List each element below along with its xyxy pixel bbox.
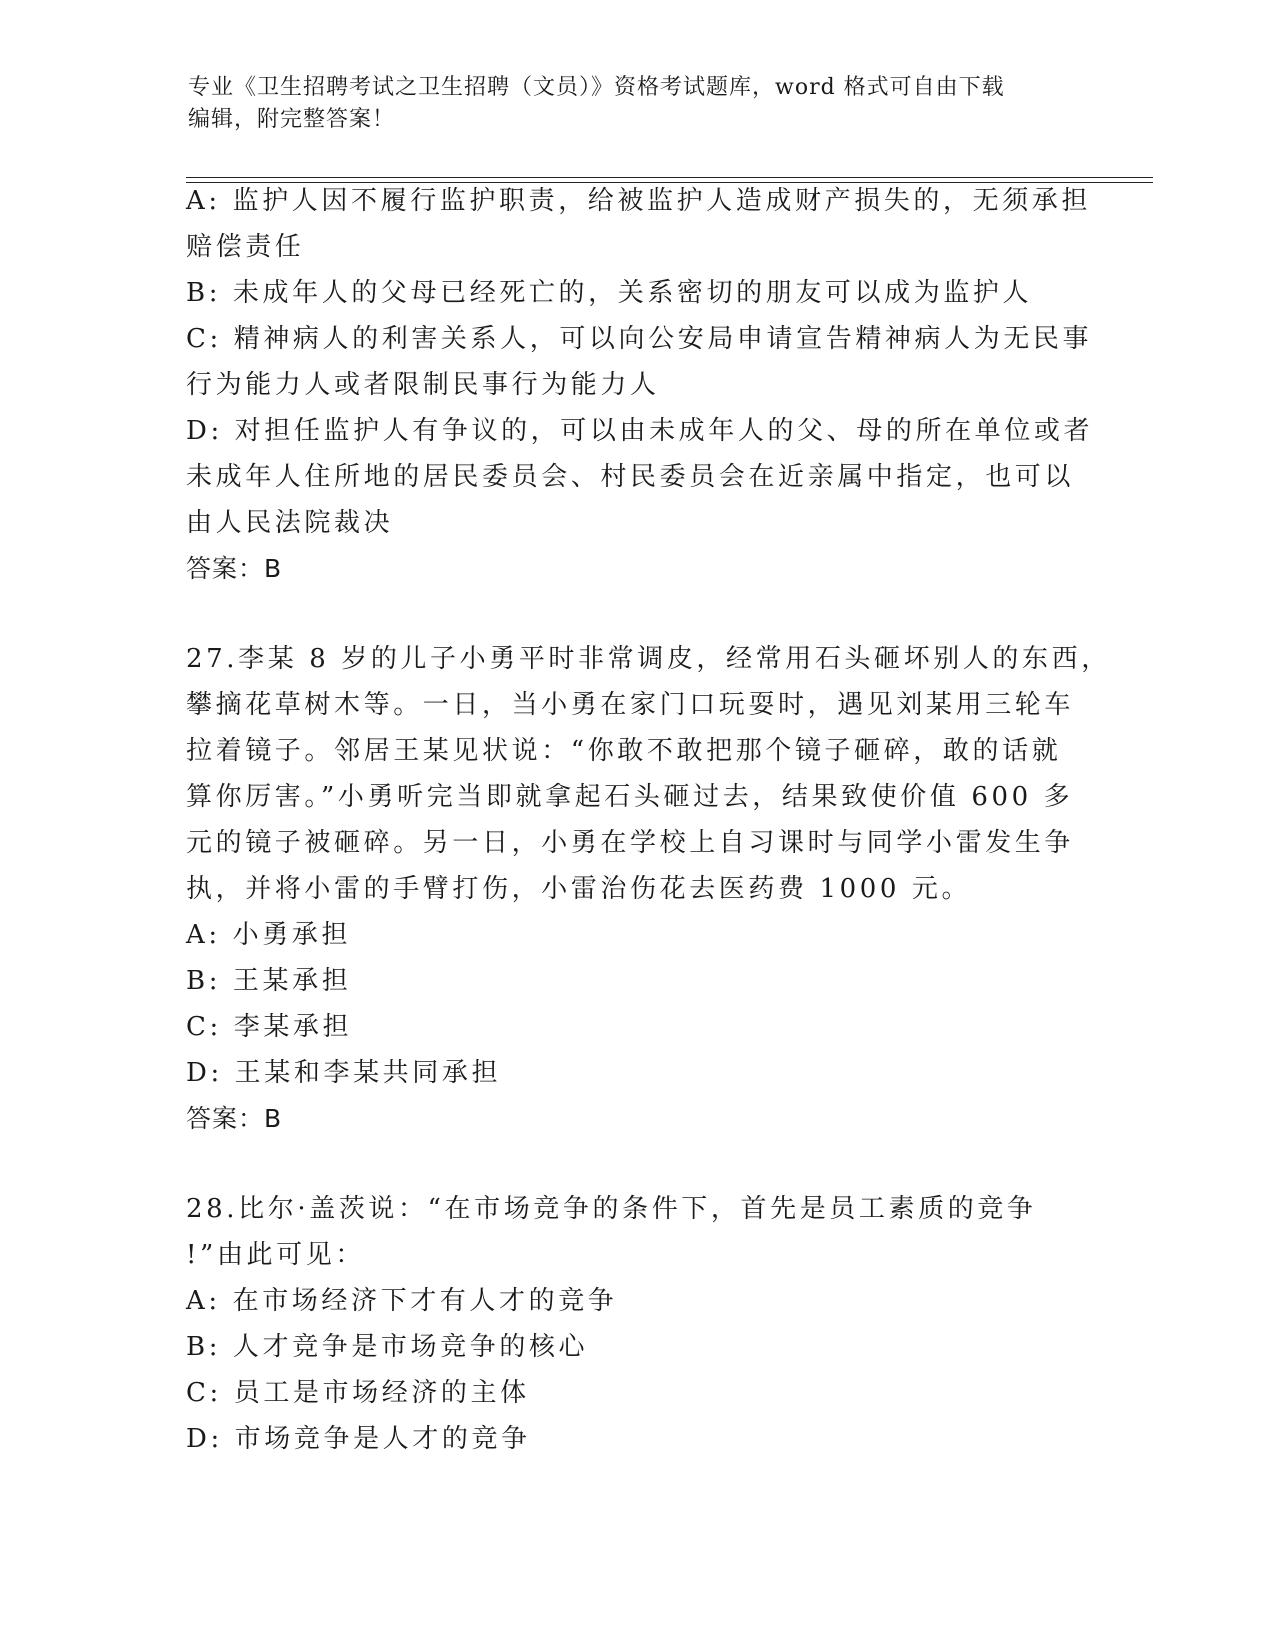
question-28 [186, 1186, 1086, 1462]
answer-label: 答案：B [186, 554, 283, 583]
question-stem-line: 攀摘花草树木等。一日，当小勇在家门口玩耍时，遇见刘某用三轮车 [186, 690, 1075, 720]
question-stem-line: 拉着镜子。邻居王某见状说：“你敢不敢把那个镜子砸碎，敢的话就 [186, 736, 1062, 766]
option-a-line: A: 在市场经济下才有人才的竞争 [186, 1286, 618, 1316]
question-stem-line: 元的镜子被砸碎。另一日，小勇在学校上自习课时与同学小雷发生争 [186, 828, 1075, 858]
option-d-line: D: 市场竞争是人才的竞争 [186, 1424, 531, 1454]
question-block-prev [186, 178, 1111, 1462]
option-c-line: C: 精神病人的利害关系人，可以向公安局申请宣告精神病人为无民事 [186, 324, 1093, 354]
question-stem-line: 执，并将小雷的手臂打伤，小雷治伤花去医药费 1000 元。 [186, 874, 972, 904]
header-line: 编辑，附完整答案！ [188, 107, 396, 132]
option-b-line: B: 人才竞争是市场竞争的核心 [186, 1332, 589, 1362]
option-c-line: 行为能力人或者限制民事行为能力人 [186, 370, 660, 400]
option-b-line: B: 未成年人的父母已经死亡的，关系密切的朋友可以成为监护人 [186, 278, 1033, 308]
option-a-line: A: 小勇承担 [186, 920, 352, 950]
option-d-line: D: 王某和李某共同承担 [186, 1058, 502, 1088]
option-a-line: 赔偿责任 [186, 232, 305, 262]
option-b-line: B: 王某承担 [186, 966, 352, 996]
header-line: 专业《卫生招聘考试之卫生招聘（文员）》资格考试题库，word 格式可自由下载 [188, 75, 1005, 100]
option-a-line: A: 监护人因不履行监护职责，给被监护人造成财产损失的，无须承担 [186, 186, 1092, 216]
option-d-line: D: 对担任监护人有争议的，可以由未成年人的父、母的所在单位或者 [186, 416, 1094, 446]
question-27 [186, 636, 1111, 1142]
question-stem-line: 算你厉害。”小勇听完当即就拿起石头砸过去，结果致使价值 600 多 [186, 782, 1074, 812]
option-c-line: C: 李某承担 [186, 1012, 353, 1042]
answer-label: 答案：B [186, 1104, 283, 1133]
question-stem-line: !”由此可见： [186, 1240, 365, 1270]
option-d-line: 由人民法院裁决 [186, 508, 394, 538]
option-c-line: C: 员工是市场经济的主体 [186, 1378, 530, 1408]
option-d-line: 未成年人住所地的居民委员会、村民委员会在近亲属中指定，也可以 [186, 462, 1075, 492]
question-stem-line: 28.比尔·盖茨说：“在市场竞争的条件下，首先是员工素质的竞争 [186, 1194, 1037, 1224]
page-header [188, 72, 1068, 136]
question-stem-line: 27.李某 8 岁的儿子小勇平时非常调皮，经常用石头砸坏别人的东西， [186, 644, 1111, 674]
